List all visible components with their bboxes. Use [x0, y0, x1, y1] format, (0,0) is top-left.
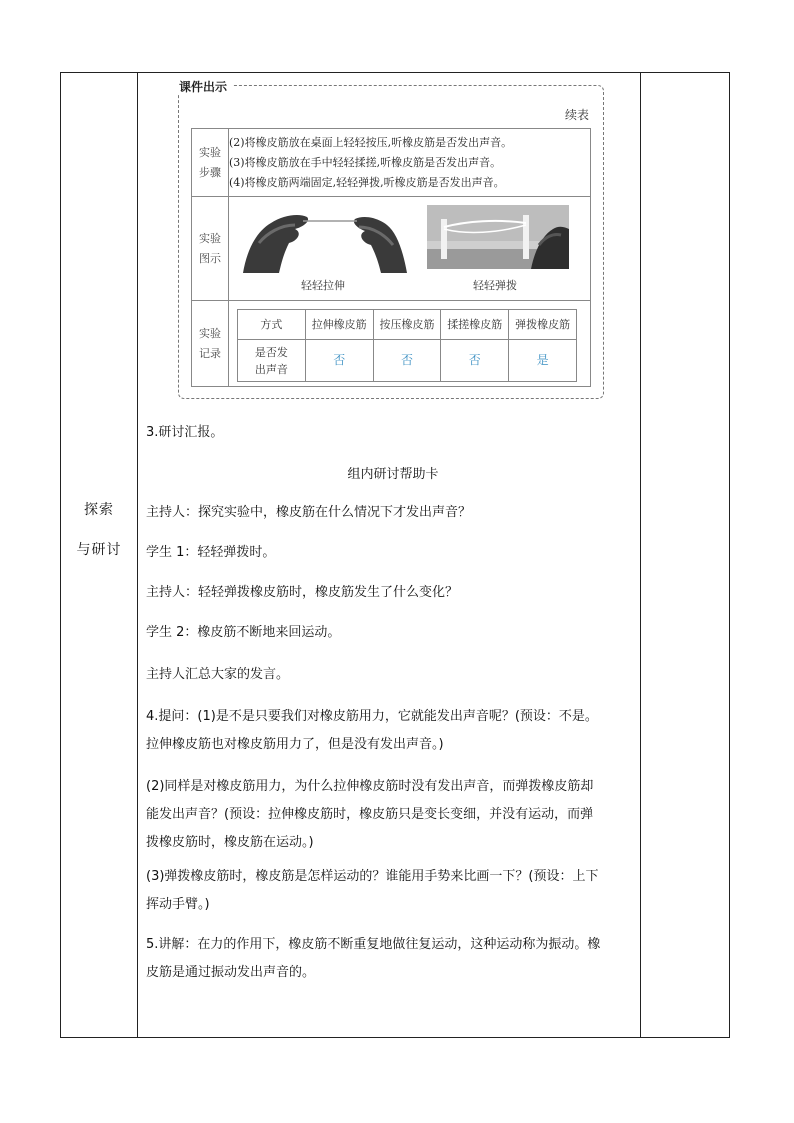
item-3: 3.研讨汇报。: [146, 425, 224, 440]
record-row-label: 是否发 出声音: [238, 340, 306, 382]
question-4-2: (2)同样是对橡皮筋用力，为什么拉伸橡皮筋时没有发出声音，而弹拨橡皮筋却 能发出声音？(预设：拉伸橡皮筋时，橡皮筋只是变长变细，并没有运动，而弹 拨橡皮筋时，橡皮筋在运动。): [146, 779, 594, 850]
dialog-line: 主持人：轻轻弹拨橡皮筋时，橡皮筋发生了什么变化？: [146, 585, 459, 600]
notes-cell: [641, 73, 730, 1038]
continued-label: 续表: [564, 108, 589, 122]
stretch-photo: [237, 203, 413, 273]
section-label: [61, 73, 137, 1037]
experiment-table: [191, 128, 591, 387]
record-header-cell: 揉搓橡皮筋: [441, 310, 509, 340]
section-label-line2: 与研讨: [76, 542, 122, 558]
record-answer: 否: [373, 340, 441, 382]
caption-stretch: 轻轻拉伸: [301, 279, 345, 292]
experiment-images: [229, 197, 591, 301]
question-4: 4.提问：(1)是不是只要我们对橡皮筋用力，它就能发出声音呢？(预设：不是。 拉伸橡皮筋也对橡皮筋用力了，但是没有发出声音。): [146, 709, 598, 752]
courseware-box: [178, 80, 604, 399]
dialog-line: 主持人汇总大家的发言。: [146, 667, 290, 682]
steps-label: 实验 步骤: [192, 129, 229, 197]
section-label-line1: 探索: [84, 502, 114, 518]
record-header-cell: 拉伸橡皮筋: [305, 310, 373, 340]
record-table: [237, 309, 577, 382]
step-line: (4)将橡皮筋两端固定,轻轻弹拨,听橡皮筋是否发出声音。: [229, 175, 505, 189]
dialog-line: 学生 1：轻轻弹拨时。: [146, 545, 276, 560]
content-cell: [138, 73, 641, 1038]
step-line: (2)将橡皮筋放在桌面上轻轻按压,听橡皮筋是否发出声音。: [229, 135, 513, 149]
caption-pluck: 轻轻弹拨: [473, 279, 517, 292]
record-header-cell: 弹拨橡皮筋: [509, 310, 577, 340]
item-5: 5.讲解：在力的作用下，橡皮筋不断重复地做往复运动，这种运动称为振动。橡 皮筋是通过振动发出声音的。: [146, 937, 601, 980]
record-answer: 是: [509, 340, 577, 382]
question-4-3: (3)弹拨橡皮筋时，橡皮筋是怎样运动的？谁能用手势来比画一下？(预设：上下 挥动手臂。): [146, 869, 599, 912]
step-line: (3)将橡皮筋放在手中轻轻揉搓,听橡皮筋是否发出声音。: [229, 155, 502, 169]
record-cell: [229, 301, 591, 387]
record-answer: 否: [441, 340, 509, 382]
record-label: 实验 记录: [192, 301, 229, 387]
record-answer: 否: [305, 340, 373, 382]
dialog-line: 学生 2：橡皮筋不断地来回运动。: [146, 625, 341, 640]
record-header-cell: 按压橡皮筋: [373, 310, 441, 340]
record-header-cell: 方式: [238, 310, 306, 340]
dialog-line: 主持人：探究实验中，橡皮筋在什么情况下才发出声音？: [146, 505, 472, 520]
image-label: 实验 图示: [192, 197, 229, 301]
pluck-photo: [427, 205, 569, 269]
lesson-plan-table: [60, 72, 730, 1038]
steps-text: [229, 129, 591, 197]
help-card-title: 组内研讨帮助卡: [347, 467, 439, 482]
courseware-header: 课件出示: [175, 78, 233, 95]
section-label-cell: [61, 73, 138, 1038]
